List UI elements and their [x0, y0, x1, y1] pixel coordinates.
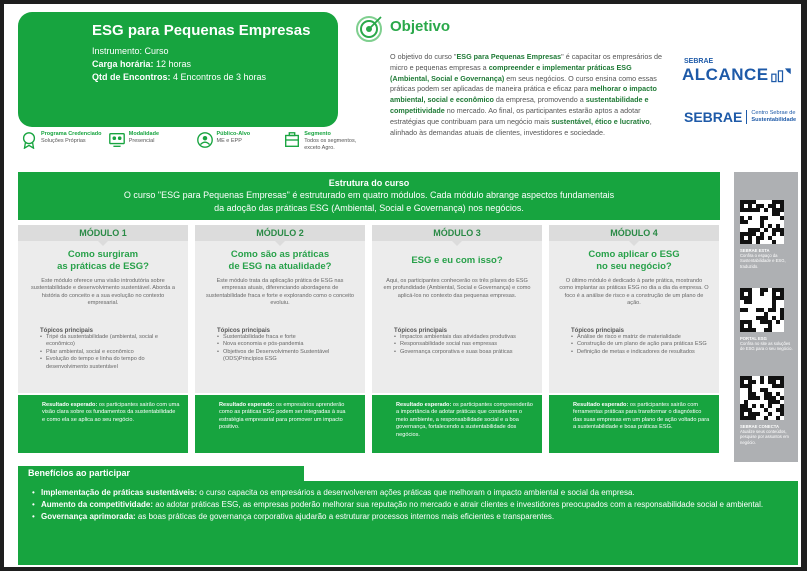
module-result: Resultado esperado: os participantes sairão com uma visão clara sobre os fundamentos da sustentabilidade e como ela se aplica ao seu negócio. [18, 395, 188, 453]
structure-title: Estrutura do curso [328, 178, 410, 188]
qr-caption: SEBRAE ESTA Confira o espaço da Sustentabilidade e ESG, traduzido. [740, 248, 786, 269]
benefits-panel [18, 481, 798, 565]
module-result: Resultado esperado: os empresários aprenderão como as práticas ESG podem ser integradas à sua estratégia empresarial para promover um impacto positivo. [195, 395, 365, 453]
course-sheet [4, 4, 801, 567]
credential-icon [20, 131, 38, 149]
feature-modality: Modalidade Presencial [108, 131, 190, 152]
module-topics-title: Tópicos principais [394, 328, 448, 334]
topic-item: • Tripé da sustentabilidade (ambiental, social e econômico) [40, 334, 182, 349]
topic-item: • Evolução do tempo e linha do tempo do desenvolvimento sustentável [40, 356, 182, 371]
module-topics-title: Tópicos principais [40, 328, 94, 334]
qr-code[interactable] [740, 376, 784, 420]
topic-item: • Definição de metas e indicadores de resultados [571, 349, 713, 356]
module-question: Como são as práticas de ESG na atualidade? [228, 249, 332, 272]
module-result: Resultado esperado: os participantes compreenderão a importância de adotar práticas que considerem o meio ambiente, a responsabilidade social e a boa governança, fortalecendo a sustentabilidade dos negócios. [372, 395, 542, 453]
module-description: Aqui, os participantes conhecerão os três pilares do ESG em profundidade (Ambiental, Social e Governança) e como aplicá-los no contexto das pequenas empresas. [383, 278, 531, 299]
topic-item: • Construção de um plano de ação para práticas ESG [571, 341, 713, 348]
module-description: Este módulo trata da aplicação prática de ESG nas empresas atuais, diferenciando abordagens de sustentabilidade fraca e forte e explorando como o conceito evoluiu. [205, 278, 355, 307]
module-card [195, 225, 365, 393]
sebrae-alcance-logo: SEBRAE ALCANCE [682, 58, 792, 92]
qr-pattern-icon [740, 200, 784, 244]
course-meetings: Qtd de Encontros: 4 Encontros de 3 horas [92, 72, 267, 82]
benefits-list [32, 487, 784, 522]
feature-credential: Programa Credenciado Soluções Próprias [20, 131, 102, 152]
course-title: ESG para Pequenas Empresas [92, 22, 311, 39]
module-label: MÓDULO 2 [195, 225, 365, 241]
module-label: MÓDULO 3 [372, 225, 542, 241]
qr-code[interactable] [740, 288, 784, 332]
objective-title: Objetivo [390, 18, 451, 35]
segment-icon [283, 131, 301, 149]
module-question: Como aplicar o ESG no seu negócio? [588, 249, 680, 272]
topic-item: • Governança corporativa e suas boas práticas [394, 349, 536, 356]
module-card [549, 225, 719, 393]
audience-icon [196, 131, 214, 149]
module-question: ESG e eu com isso? [411, 255, 503, 266]
module-description: Este módulo oferece uma visão introdutória sobre sustentabilidade e desenvolvimento sustentável. Aborda a história do conceito e a sua evolução no contexto empresarial. [31, 278, 175, 307]
benefit-item: • Implementação de práticas sustentáveis: o curso capacita os empresários a desenvolverem ações práticas que melhoram o impacto ambiental e social da empresa. [32, 487, 784, 498]
qr-pattern-icon [740, 376, 784, 420]
course-instrument: Instrumento: Curso [92, 46, 169, 56]
feature-row [20, 131, 365, 152]
qr-caption: SEBRAE CONECTA Atualize seus conteúdos, pesquise por assuntos em negócio. [740, 424, 789, 445]
structure-line-1: O curso "ESG para Pequenas Empresas" é estruturado em quatro módulos. Cada módulo abrange aspectos fundamentais [123, 190, 615, 200]
sebrae-sustentabilidade-logo: SEBRAE Centro Sebrae de Sustentabilidade [684, 109, 797, 125]
benefit-item: • Aumento da competitividade: ao adotar práticas ESG, as empresas poderão melhorar sua reputação no mercado e atrair clientes e investidores preocupados com a responsabilidade social e ambiental. [32, 499, 784, 510]
qr-side-panel [734, 172, 798, 462]
module-card [18, 225, 188, 393]
module-description: O último módulo é dedicado à parte prática, mostrando como implantar as práticas ESG no dia a dia da empresa. O foco é a análise de risco e a construção de um plano de ação. [559, 278, 709, 307]
module-question: Como surgiram as práticas de ESG? [57, 249, 149, 272]
topic-item: • Responsabilidade social nas empresas [394, 341, 536, 348]
qr-pattern-icon [740, 288, 784, 332]
course-title-box [18, 12, 338, 127]
target-icon [354, 14, 384, 44]
modality-icon [108, 131, 126, 149]
topic-item: • Objetivos de Desenvolvimento Sustentável (ODS)Princípios ESG [217, 349, 359, 364]
benefit-item: • Governança aprimorada: as boas práticas de governança corporativa ajudarão a estruturar processos internos mais eficientes e transparentes. [32, 511, 784, 522]
topic-item: • Nova economia e pós-pandemia [217, 341, 359, 348]
course-workload: Carga horária: 12 horas [92, 59, 192, 69]
module-topics-title: Tópicos principais [217, 328, 271, 334]
benefits-title: Benefícios ao participar [18, 466, 304, 481]
objective-text: O objetivo do curso "ESG para Pequenas Empresas" é capacitar os empresários de micro e pequenas empresas a compreender e implementar práticas ESG (Ambiental, Social e Governança) em seus negócios. O curso ensina como essas práticas podem ser aplicadas de maneira prática e eficaz para melhorar o impacto ambiental, social e econômico da empresa, promovendo a sustentabilidade e competitividade no mercado. Ao final, os participantes estarão aptos a adotar estratégias que contribuam para um negócio mais sustentável, ético e lucrativo, alinhado às demandas atuais de clientes, investidores e sociedade. [390, 52, 662, 137]
structure-line-2: da adoção das práticas ESG (Ambiental, Social e Governança) nos negócios. [214, 203, 524, 213]
topic-item: • Sustentabilidade fraca e forte [217, 334, 359, 341]
feature-audience: Público-Alvo ME e EPP [196, 131, 278, 152]
qr-code[interactable] [740, 200, 784, 244]
qr-caption: PORTAL ESG Confira no site as soluções de ESG para o seu negócio. [740, 336, 793, 352]
topic-item: • Pilar ambiental, social e econômico [40, 349, 182, 356]
module-topics-title: Tópicos principais [571, 328, 625, 334]
topic-item: • Análise de risco e matriz de materialidade [571, 334, 713, 341]
structure-banner [18, 172, 720, 220]
module-result: Resultado esperado: os participantes sairão com ferramentas práticas para transformar o diagnóstico das suas empresas em um plano de ação voltado para a sustentabilidade e boas práticas ESG. [549, 395, 719, 453]
module-topics [549, 334, 719, 356]
topic-item: • Impactos ambientais das atividades produtivas [394, 334, 536, 341]
module-card [372, 225, 542, 393]
module-topics [372, 334, 542, 356]
module-label: MÓDULO 4 [549, 225, 719, 241]
module-label: MÓDULO 1 [18, 225, 188, 241]
module-topics [195, 334, 365, 364]
module-topics [18, 334, 188, 371]
feature-segment: Segmento Todos os segmentos, exceto Agro. [283, 131, 365, 152]
alcance-bars-icon [771, 66, 792, 84]
